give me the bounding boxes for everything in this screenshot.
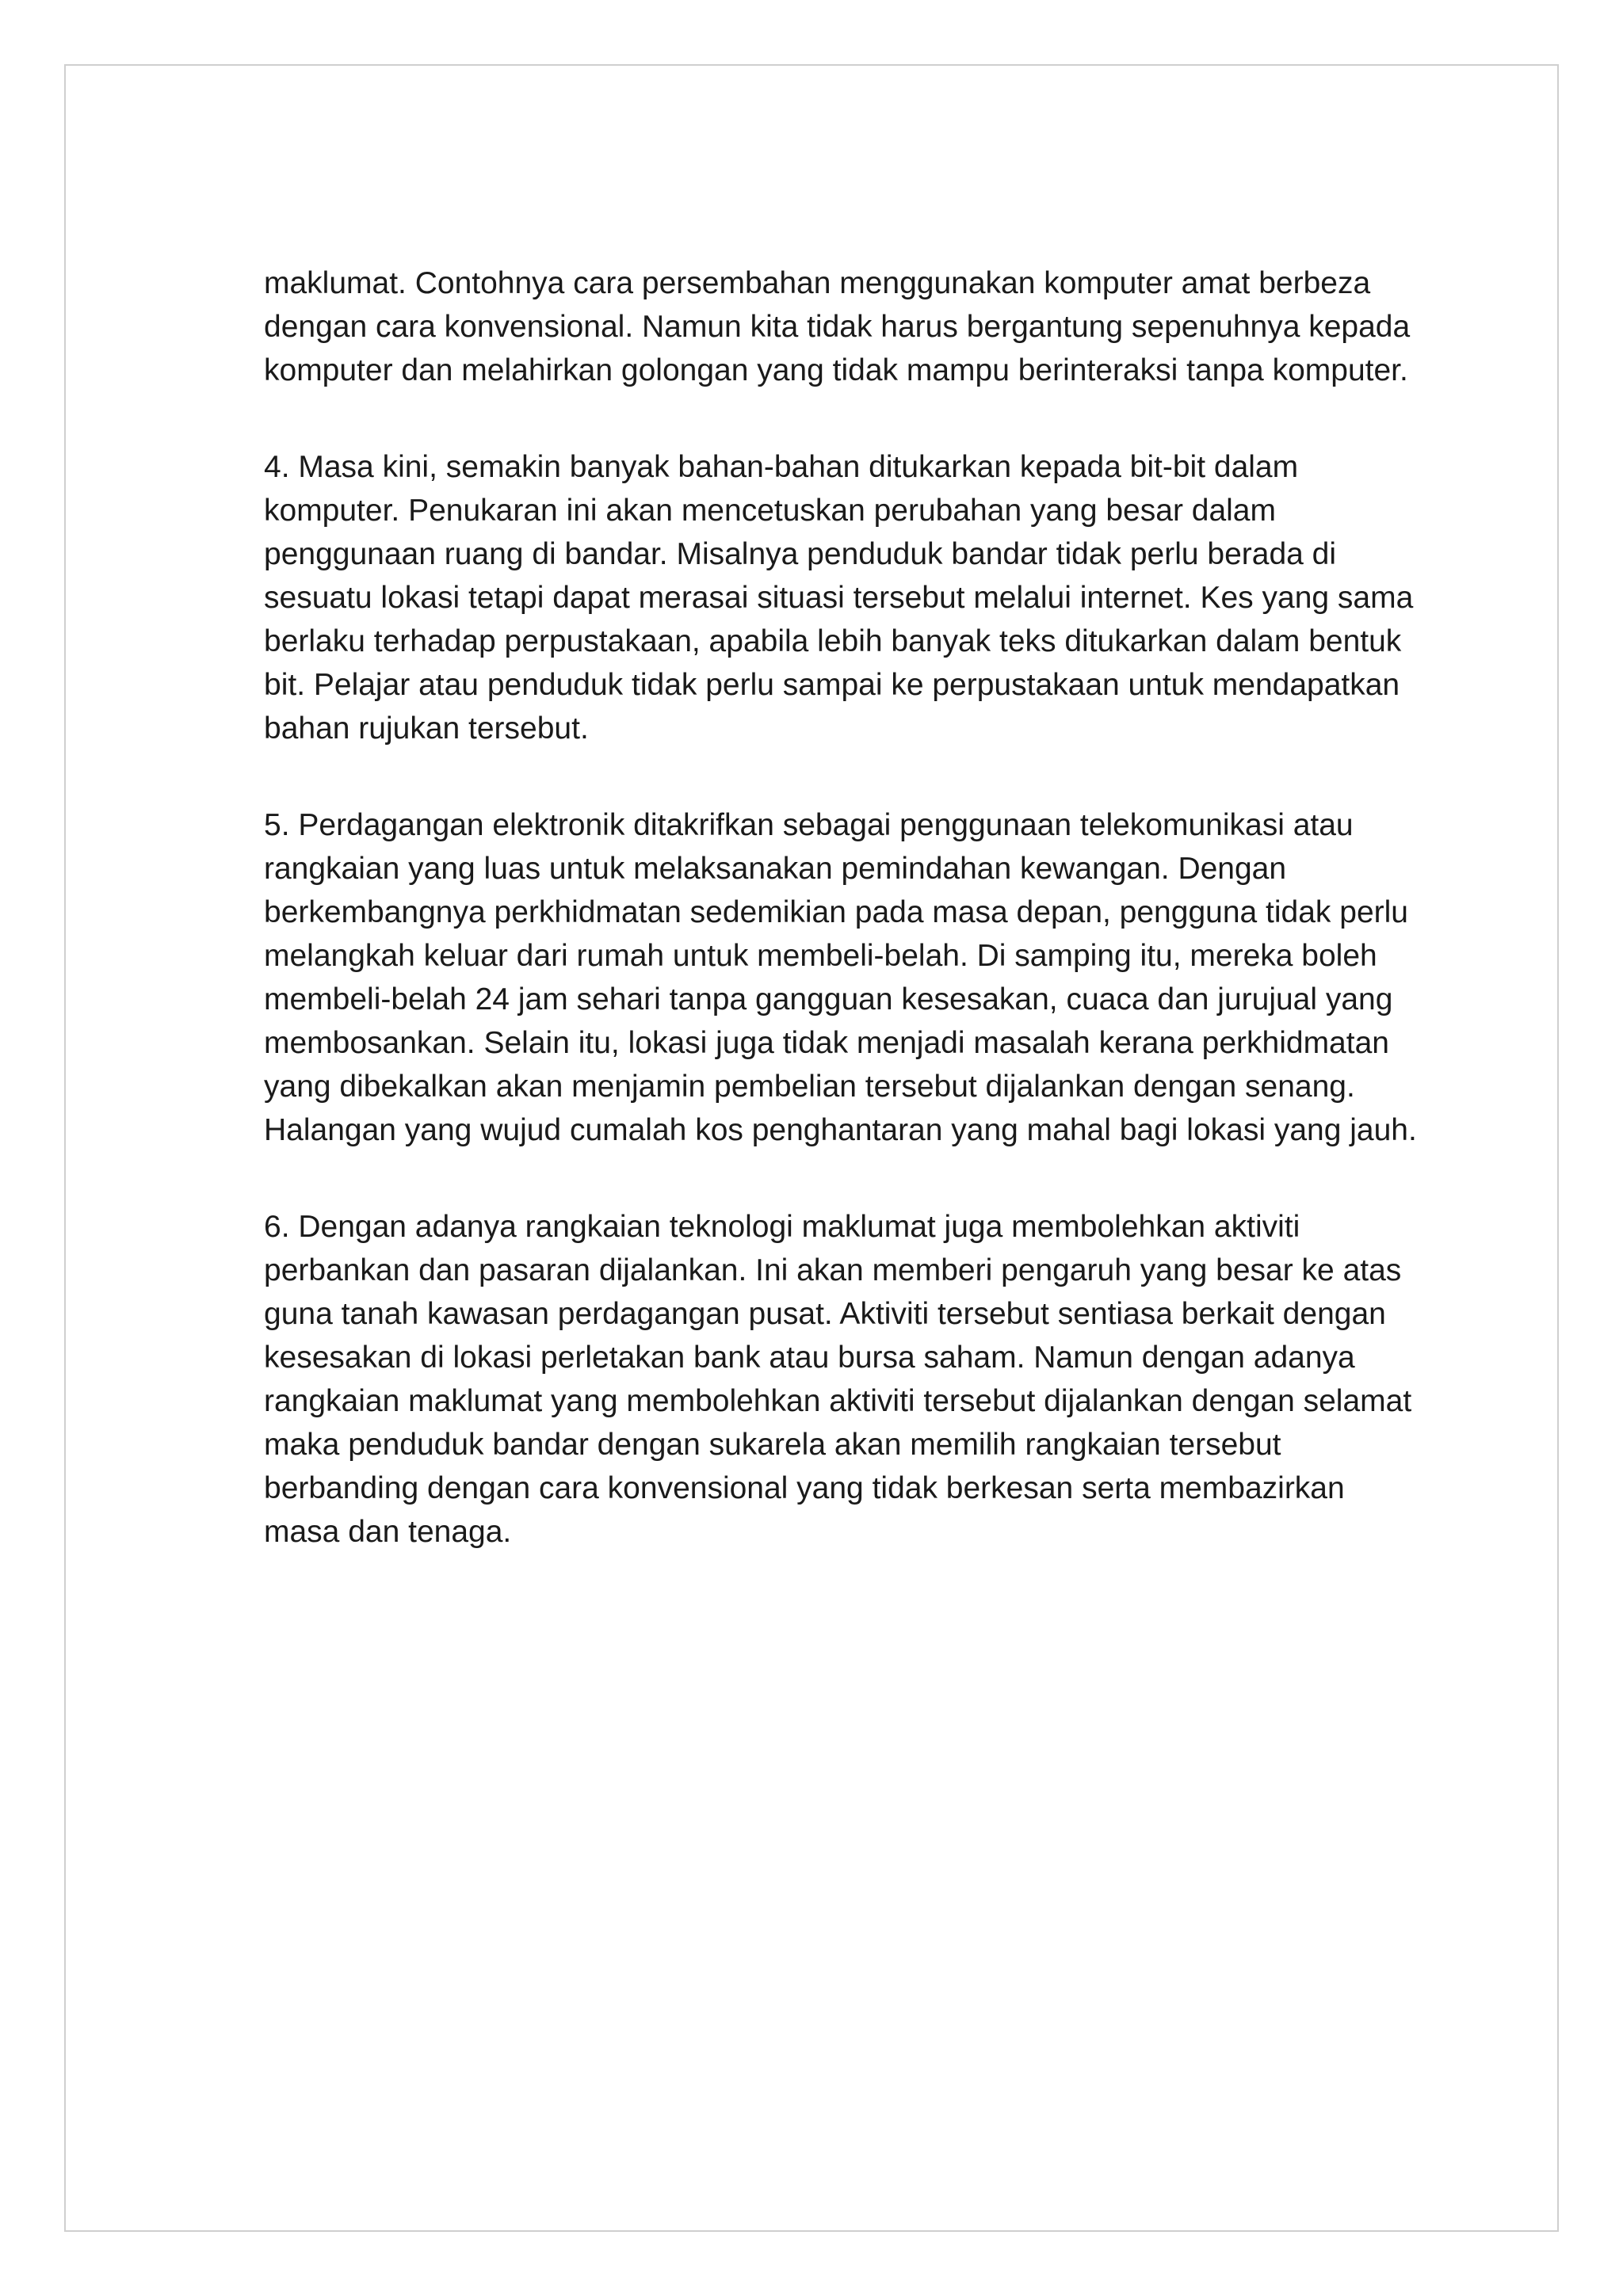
document-page — [64, 64, 1559, 2232]
text-line: yang dibekalkan akan menjamin pembelian tersebut dijalankan dengan senang. — [264, 1070, 1355, 1104]
paragraph-point-6 — [264, 1205, 1500, 1554]
text-line: rangkaian yang luas untuk melaksanakan pemindahan kewangan. Dengan — [264, 852, 1287, 886]
text-line: membeli-belah 24 jam sehari tanpa gangguan kesesakan, cuaca dan jurujual yang — [264, 982, 1393, 1016]
text-line: membosankan. Selain itu, lokasi juga tidak menjadi masalah kerana perkhidmatan — [264, 1026, 1389, 1060]
text-line: 6. Dengan adanya rangkaian teknologi maklumat juga membolehkan aktiviti — [264, 1210, 1300, 1244]
text-line: bahan rujukan tersebut. — [264, 711, 589, 746]
paragraph-point-5 — [264, 803, 1500, 1152]
text-line: berkembangnya perkhidmatan sedemikian pada masa depan, pengguna tidak perlu — [264, 895, 1408, 929]
paragraph-point-4 — [264, 445, 1500, 750]
text-line: bit. Pelajar atau penduduk tidak perlu sampai ke perpustakaan untuk mendapatkan — [264, 668, 1400, 702]
text-line: 5. Perdagangan elektronik ditakrifkan sebagai penggunaan telekomunikasi atau — [264, 808, 1354, 842]
text-line: 4. Masa kini, semakin banyak bahan-bahan ditukarkan kepada bit-bit dalam — [264, 450, 1299, 484]
text-line: berlaku terhadap perpustakaan, apabila lebih banyak teks ditukarkan dalam bentuk — [264, 624, 1402, 658]
text-line: kesesakan di lokasi perletakan bank atau bursa saham. Namun dengan adanya — [264, 1341, 1355, 1375]
text-line: perbankan dan pasaran dijalankan. Ini akan memberi pengaruh yang besar ke atas — [264, 1253, 1402, 1287]
text-line: masa dan tenaga. — [264, 1515, 512, 1549]
text-line: penggunaan ruang di bandar. Misalnya penduduk bandar tidak perlu berada di — [264, 537, 1337, 571]
text-line: berbanding dengan cara konvensional yang tidak berkesan serta membazirkan — [264, 1471, 1345, 1505]
text-line: komputer. Penukaran ini akan mencetuskan perubahan yang besar dalam — [264, 494, 1276, 528]
text-line: rangkaian maklumat yang membolehkan aktiviti tersebut dijalankan dengan selamat — [264, 1384, 1412, 1418]
text-line: maka penduduk bandar dengan sukarela akan memilih rangkaian tersebut — [264, 1428, 1281, 1462]
text-line: Halangan yang wujud cumalah kos penghantaran yang mahal bagi lokasi yang jauh. — [264, 1113, 1417, 1147]
text-line: maklumat. Contohnya cara persembahan menggunakan komputer amat berbeza — [264, 266, 1371, 300]
text-line: komputer dan melahirkan golongan yang tidak mampu berinteraksi tanpa komputer. — [264, 353, 1408, 387]
paragraph-continuation — [264, 261, 1500, 392]
text-line: guna tanah kawasan perdagangan pusat. Aktiviti tersebut sentiasa berkait dengan — [264, 1297, 1386, 1331]
text-line: sesuatu lokasi tetapi dapat merasai situasi tersebut melalui internet. Kes yang sama — [264, 581, 1414, 615]
text-line: melangkah keluar dari rumah untuk membeli-belah. Di samping itu, mereka boleh — [264, 939, 1377, 973]
text-line: dengan cara konvensional. Namun kita tidak harus bergantung sepenuhnya kepada — [264, 310, 1411, 344]
document-body — [264, 261, 1500, 1607]
